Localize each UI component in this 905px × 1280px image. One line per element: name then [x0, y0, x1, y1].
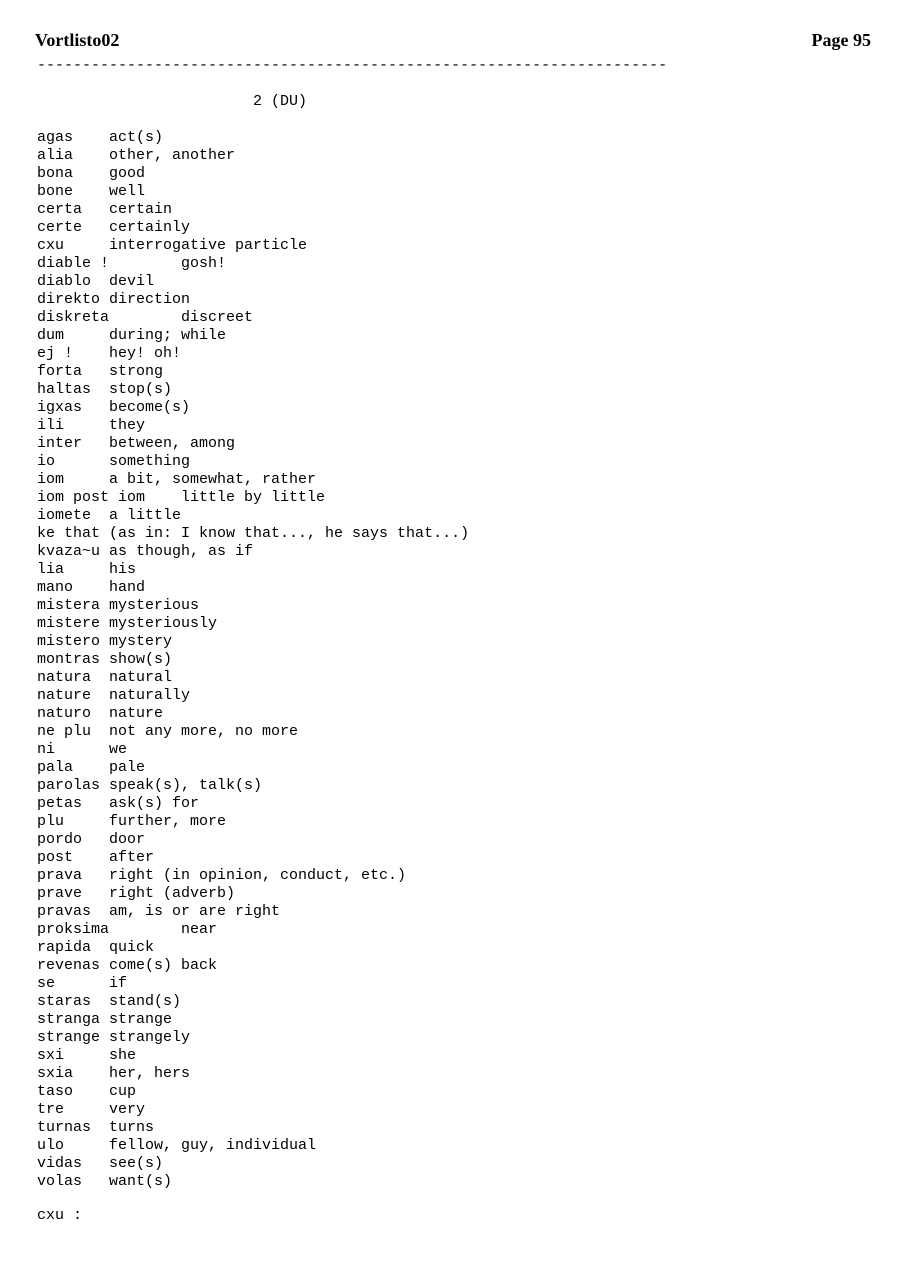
vocabulary-entry: volas want(s) [37, 1173, 173, 1190]
vocabulary-entry: revenas come(s) back [37, 957, 218, 974]
vocabulary-entry: montras show(s) [37, 651, 173, 668]
vocabulary-entry: mistere mysteriously [37, 615, 218, 632]
vocabulary-entry: alia other, another [37, 147, 236, 164]
vocabulary-entry: io something [37, 453, 191, 470]
vocabulary-entry: se if [37, 975, 128, 992]
separator-rule: ---------------------------------------------------------------------- [37, 57, 668, 74]
vocabulary-entry: bone well [37, 183, 146, 200]
vocabulary-entry: prave right (adverb) [37, 885, 236, 902]
vocabulary-entry: strange strangely [37, 1029, 191, 1046]
vocabulary-entry: kvaza~u as though, as if [37, 543, 254, 560]
vocabulary-entry: ke that (as in: I know that..., he says that...) [37, 525, 470, 542]
vocabulary-entry: dum during; while [37, 327, 227, 344]
vocabulary-entry: ej ! hey! oh! [37, 345, 182, 362]
vocabulary-entry: pala pale [37, 759, 146, 776]
vocabulary-entry: natura natural [37, 669, 173, 686]
vocabulary-entry: mano hand [37, 579, 146, 596]
vocabulary-entry: turnas turns [37, 1119, 155, 1136]
vocabulary-entry: tre very [37, 1101, 146, 1118]
vocabulary-entry: nature naturally [37, 687, 191, 704]
vocabulary-entry: stranga strange [37, 1011, 173, 1028]
vocabulary-entry: proksima near [37, 921, 218, 938]
vocabulary-entry: iom a bit, somewhat, rather [37, 471, 317, 488]
vocabulary-entry: agas act(s) [37, 129, 164, 146]
vocabulary-list [37, 129, 469, 1191]
vocabulary-entry: post after [37, 849, 155, 866]
vocabulary-entry: staras stand(s) [37, 993, 182, 1010]
vocabulary-entry: iom post iom little by little [37, 489, 326, 506]
vocabulary-entry: diablo devil [37, 273, 155, 290]
vocabulary-entry: sxia her, hers [37, 1065, 191, 1082]
vocabulary-entry: forta strong [37, 363, 164, 380]
vocabulary-entry: iomete a little [37, 507, 182, 524]
vocabulary-entry: direkto direction [37, 291, 191, 308]
vocabulary-entry: sxi she [37, 1047, 137, 1064]
vocabulary-entry: naturo nature [37, 705, 164, 722]
vocabulary-entry: igxas become(s) [37, 399, 191, 416]
vocabulary-entry: mistero mystery [37, 633, 173, 650]
vocabulary-entry: plu further, more [37, 813, 227, 830]
vocabulary-entry: vidas see(s) [37, 1155, 164, 1172]
vocabulary-entry: haltas stop(s) [37, 381, 173, 398]
vocabulary-entry: parolas speak(s), talk(s) [37, 777, 263, 794]
vocabulary-entry: taso cup [37, 1083, 137, 1100]
vocabulary-entry: diskreta discreet [37, 309, 254, 326]
vocabulary-entry: mistera mysterious [37, 597, 200, 614]
vocabulary-entry: certa certain [37, 201, 173, 218]
vocabulary-entry: petas ask(s) for [37, 795, 200, 812]
vocabulary-entry: diable ! gosh! [37, 255, 227, 272]
vocabulary-entry: cxu interrogative particle [37, 237, 308, 254]
vocabulary-entry: rapida quick [37, 939, 155, 956]
vocabulary-entry: ni we [37, 741, 128, 758]
document-title: Vortlisto02 [35, 30, 120, 50]
vocabulary-entry: inter between, among [37, 435, 236, 452]
section-title: 2 (DU) [37, 93, 308, 110]
vocabulary-entry: ne plu not any more, no more [37, 723, 299, 740]
page-header [35, 30, 871, 54]
vocabulary-entry: pravas am, is or are right [37, 903, 281, 920]
page-number: Page 95 [811, 30, 871, 50]
vocabulary-entry: ili they [37, 417, 146, 434]
vocabulary-entry: bona good [37, 165, 146, 182]
footer-text: cxu : [37, 1207, 83, 1224]
vocabulary-entry: certe certainly [37, 219, 191, 236]
vocabulary-entry: pordo door [37, 831, 146, 848]
vocabulary-entry: lia his [37, 561, 137, 578]
vocabulary-entry: prava right (in opinion, conduct, etc.) [37, 867, 407, 884]
vocabulary-entry: ulo fellow, guy, individual [37, 1137, 317, 1154]
